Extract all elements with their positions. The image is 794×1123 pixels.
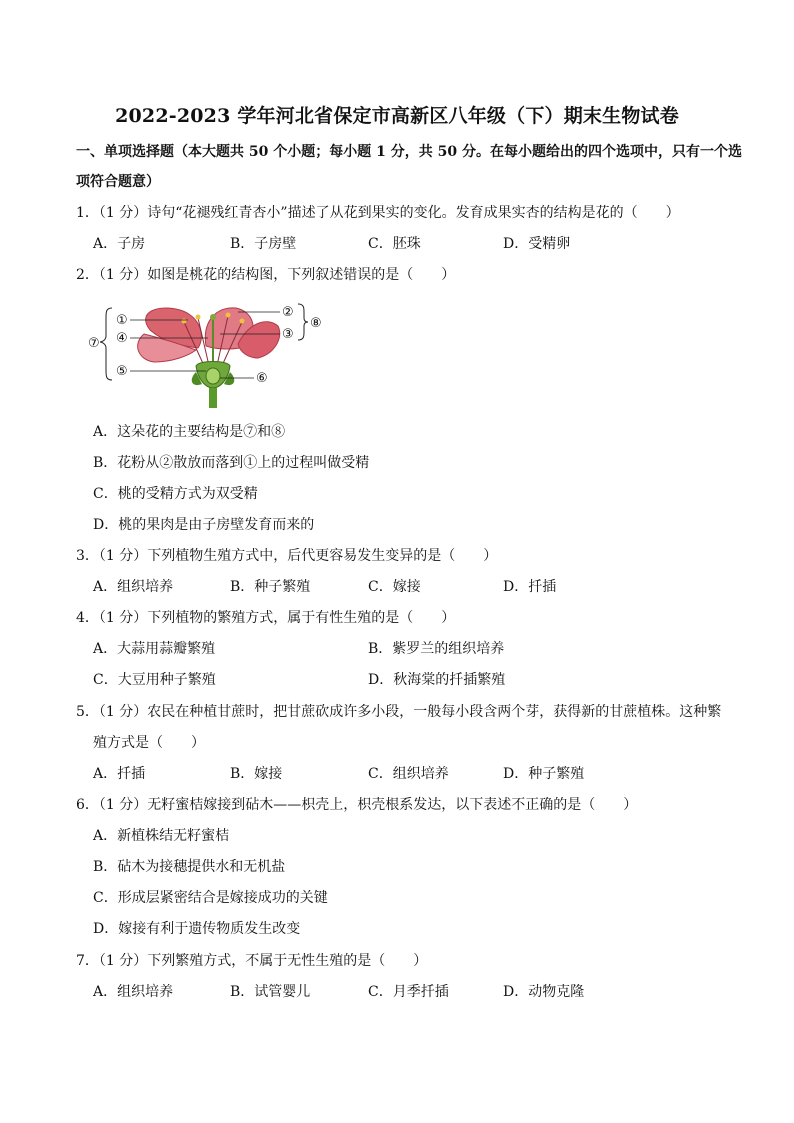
label-2: ②: [282, 305, 294, 320]
question-3-stem: 3．（1 分）下列植物生殖方式中，后代更容易发生变异的是（ ）: [76, 548, 498, 564]
question-6-option-d[interactable]: D．嫁接有利于遗传物质发生改变: [93, 921, 301, 937]
question-3-option-b[interactable]: B．种子繁殖: [230, 579, 311, 595]
question-3-option-c[interactable]: C．嫁接: [368, 579, 421, 595]
question-4-stem: 4．（1 分）下列植物的繁殖方式，属于有性生殖的是（ ）: [76, 610, 456, 626]
peach-flower-diagram: [88, 300, 328, 410]
question-7-option-b[interactable]: B．试管婴儿: [230, 984, 311, 1000]
question-2-stem: 2．（1 分）如图是桃花的结构图，下列叙述错误的是（ ）: [76, 267, 456, 283]
question-1-option-d[interactable]: D．受精卵: [503, 236, 571, 252]
question-5-option-b[interactable]: B．嫁接: [230, 766, 283, 782]
question-5-stem-continued: 殖方式是（ ）: [93, 735, 205, 751]
question-3-option-a[interactable]: A．组织培养: [93, 579, 174, 595]
question-2-option-c[interactable]: C．桃的受精方式为双受精: [93, 486, 258, 502]
label-4: ④: [116, 331, 128, 346]
question-4-option-a[interactable]: A．大蒜用蒜瓣繁殖: [93, 641, 216, 657]
question-2-option-d[interactable]: D．桃的果肉是由子房壁发育而来的: [93, 517, 315, 533]
section-heading-line1: 一、单项选择题（本大题共 50 个小题；每小题 1 分，共 50 分。在每小题给出的四个选项中，只有一个选: [76, 144, 742, 160]
question-7-stem: 7．（1 分）下列繁殖方式，不属于无性生殖的是（ ）: [76, 953, 428, 969]
question-2-option-a[interactable]: A．这朵花的主要结构是⑦和⑧: [93, 424, 286, 440]
question-3-option-d[interactable]: D．扦插: [503, 579, 557, 595]
question-5-option-a[interactable]: A．扦插: [93, 766, 146, 782]
label-6: ⑥: [256, 371, 268, 386]
question-1-stem: 1．（1 分）诗句“花褪残红青杏小”描述了从花到果实的变化。发育成果实杏的结构是花的（ ）: [76, 205, 680, 221]
question-6-option-c[interactable]: C．形成层紧密结合是嫁接成功的关键: [93, 890, 328, 906]
label-1: ①: [116, 313, 128, 328]
label-5: ⑤: [116, 364, 128, 379]
question-6-option-a[interactable]: A．新植株结无籽蜜桔: [93, 828, 230, 844]
label-8: ⑧: [310, 316, 322, 331]
question-6-stem: 6．（1 分）无籽蜜桔嫁接到砧木——枳壳上，枳壳根系发达，以下表述不正确的是（ ）: [76, 797, 638, 813]
question-7-option-a[interactable]: A．组织培养: [93, 984, 174, 1000]
question-4-option-c[interactable]: C．大豆用种子繁殖: [93, 672, 216, 688]
question-6-option-b[interactable]: B．砧木为接穗提供水和无机盐: [93, 859, 286, 875]
question-2-option-b[interactable]: B．花粉从②散放而落到①上的过程叫做受精: [93, 455, 370, 471]
question-7-option-c[interactable]: C．月季扦插: [368, 984, 449, 1000]
question-4-option-d[interactable]: D．秋海棠的扦插繁殖: [368, 672, 506, 688]
label-3: ③: [282, 327, 294, 342]
question-1-option-b[interactable]: B．子房壁: [230, 236, 297, 252]
question-7-option-d[interactable]: D．动物克隆: [503, 984, 585, 1000]
question-5-option-c[interactable]: C．组织培养: [368, 766, 449, 782]
question-5-stem: 5．（1 分）农民在种植甘蔗时，把甘蔗砍成许多小段，一般每小段含两个芽，获得新的甘蔗植株。这种繁: [76, 704, 722, 720]
question-4-option-b[interactable]: B．紫罗兰的组织培养: [368, 641, 505, 657]
label-7: ⑦: [88, 336, 100, 351]
section-heading-line2: 项符合题意）: [76, 174, 160, 190]
question-5-option-d[interactable]: D．种子繁殖: [503, 766, 585, 782]
question-1-option-a[interactable]: A．子房: [93, 236, 146, 252]
question-1-option-c[interactable]: C．胚珠: [368, 236, 421, 252]
exam-title: 2022-2023 学年河北省保定市高新区八年级（下）期末生物试卷: [115, 105, 679, 127]
